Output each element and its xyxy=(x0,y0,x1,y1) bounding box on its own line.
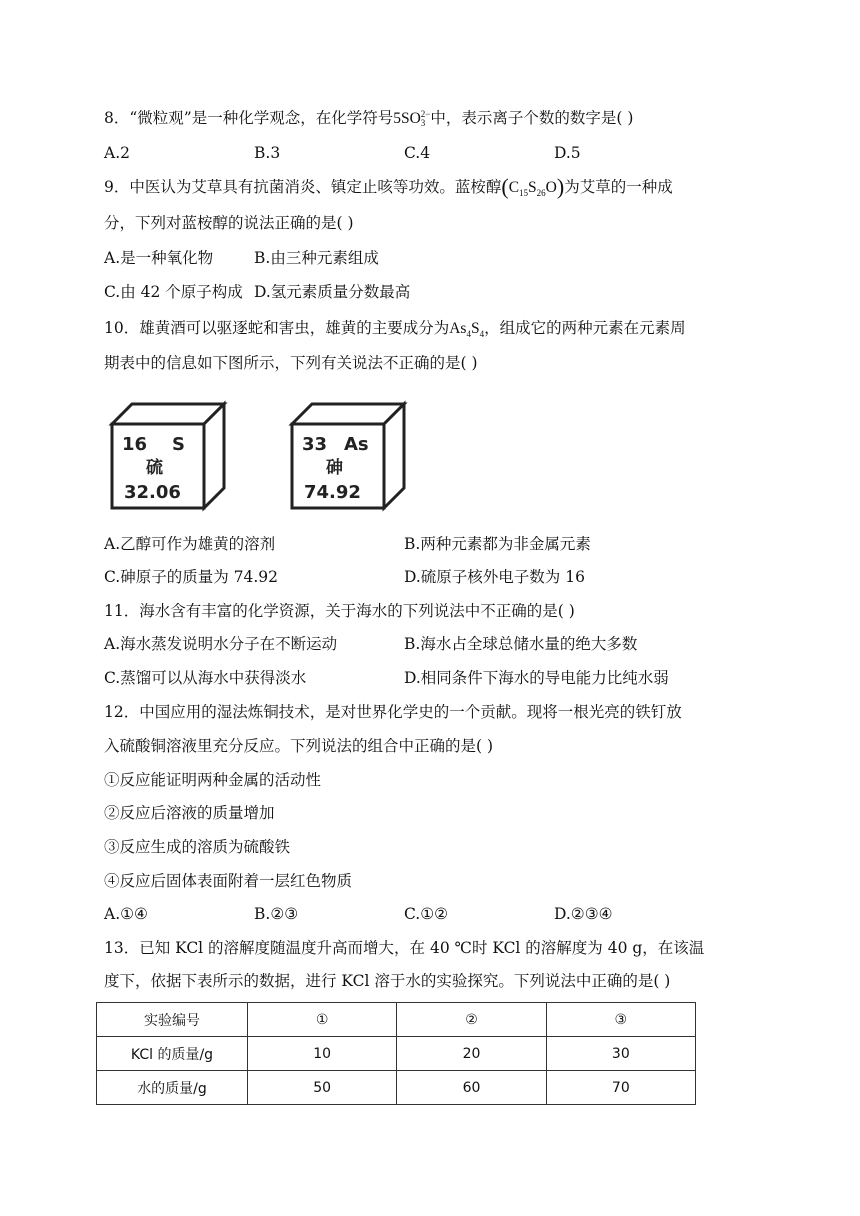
table-header-cell: ① xyxy=(248,1003,397,1037)
arsenic-name: 砷 xyxy=(326,458,343,478)
q8-option-a: A.2 xyxy=(104,144,130,162)
q10-stem: 10．雄黄酒可以驱逐蛇和害虫，雄黄的主要成分为$As_4S_4$，组成它的两种元素在元素周 xyxy=(104,319,686,340)
table-cell: 10 xyxy=(248,1037,397,1071)
table-cell: KCl 的质量/g xyxy=(97,1037,248,1071)
q8-option-d: D.5 xyxy=(554,144,581,162)
table-cell: 30 xyxy=(546,1037,695,1071)
experiment-table xyxy=(96,1002,696,1105)
q11-option-d: D.相同条件下海水的导电能力比纯水弱 xyxy=(404,669,669,687)
q9-formula: $(C_{15}S_{26}O)$ xyxy=(501,174,565,199)
table-header-cell: ② xyxy=(397,1003,546,1037)
q12-option-b: B.②③ xyxy=(254,905,299,923)
table-cell: 50 xyxy=(248,1071,397,1105)
q9-option-b: B.由三种元素组成 xyxy=(254,249,379,267)
element-card-sulfur xyxy=(108,400,228,512)
q12-option-c: C.①② xyxy=(404,905,449,923)
table-cell: 60 xyxy=(397,1071,546,1105)
q10-option-c: C.砷原子的质量为 74.92 xyxy=(104,568,279,586)
q11-option-b: B.海水占全球总储水量的绝大多数 xyxy=(404,635,638,653)
q10-option-b: B.两种元素都为非金属元素 xyxy=(404,535,591,553)
table-row xyxy=(97,1071,696,1105)
sulfur-name: 硫 xyxy=(146,458,163,478)
q12-option-a: A.①④ xyxy=(104,905,148,923)
table-header-cell: ③ xyxy=(546,1003,695,1037)
q10-option-a: A.乙醇可作为雄黄的溶剂 xyxy=(104,535,276,553)
q9-option-c: C.由 42 个原子构成 xyxy=(104,283,243,301)
q10-stem-line2: 期表中的信息如下图所示，下列有关说法不正确的是( ) xyxy=(104,354,478,372)
q8-stem xyxy=(104,107,633,130)
table-cell: 70 xyxy=(546,1071,695,1105)
q12-statement-3: ③反应生成的溶质为硫酸铁 xyxy=(104,838,291,856)
sulfur-symbol: S xyxy=(172,434,185,455)
q11-stem: 11．海水含有丰富的化学资源，关于海水的下列说法中不正确的是( ) xyxy=(104,602,575,620)
arsenic-number: 33 xyxy=(302,434,328,455)
q13-stem-line2: 度下，依据下表所示的数据，进行 KCl 溶于水的实验探究。下列说法中正确的是( ) xyxy=(104,972,671,990)
arsenic-symbol: As xyxy=(344,434,369,455)
q8-option-c: C.4 xyxy=(404,144,431,162)
q9-option-a: A.是一种氧化物 xyxy=(104,249,214,267)
q9-option-d: D.氢元素质量分数最高 xyxy=(254,283,411,301)
arsenic-mass: 74.92 xyxy=(304,482,361,503)
q8-text-b: 中，表示离子个数的数字是( ) xyxy=(430,109,634,127)
q11-option-c: C.蒸馏可以从海水中获得淡水 xyxy=(104,669,307,687)
q12-statement-4: ④反应后固体表面附着一层红色物质 xyxy=(104,872,353,890)
q12-stem-line2: 入硫酸铜溶液里充分反应。下列说法的组合中正确的是( ) xyxy=(104,737,494,755)
q8-option-b: B.3 xyxy=(254,144,281,162)
element-card-arsenic xyxy=(288,400,408,512)
table-header-cell: 实验编号 xyxy=(97,1003,248,1037)
q13-stem: 13．已知 KCl 的溶解度随温度升高而增大，在 40 ℃时 KCl 的溶解度为 40 g，在该温 xyxy=(104,939,705,957)
q12-option-d: D.②③④ xyxy=(554,905,613,923)
q8-text-a: 8．“微粒观”是一种化学观念，在化学符号 xyxy=(104,109,394,127)
sulfur-mass: 32.06 xyxy=(124,482,181,503)
sulfur-number: 16 xyxy=(122,434,148,455)
q9-stem: 9．中医认为艾草具有抗菌消炎、镇定止咳等功效。蓝桉醇$(C_{15}S_{26}O)$为艾草的一种成 xyxy=(104,174,673,199)
table-header-row xyxy=(97,1003,696,1037)
table-cell: 水的质量/g xyxy=(97,1071,248,1105)
q12-statement-1: ①反应能证明两种金属的活动性 xyxy=(104,771,322,789)
table-row xyxy=(97,1037,696,1071)
q12-statement-2: ②反应后溶液的质量增加 xyxy=(104,804,275,822)
q8-formula: 5SO 2− 3 xyxy=(393,109,431,129)
q11-option-a: A.海水蒸发说明水分子在不断运动 xyxy=(104,635,338,653)
q10-option-d: D.硫原子核外电子数为 16 xyxy=(404,568,585,586)
q10-formula: $As_4S_4$ xyxy=(449,320,485,340)
table-cell: 20 xyxy=(397,1037,546,1071)
q9-stem-line2: 分，下列对蓝桉醇的说法正确的是( ) xyxy=(104,214,354,232)
q12-stem: 12．中国应用的湿法炼铜技术，是对世界化学史的一个贡献。现将一根光亮的铁钉放 xyxy=(104,703,682,721)
